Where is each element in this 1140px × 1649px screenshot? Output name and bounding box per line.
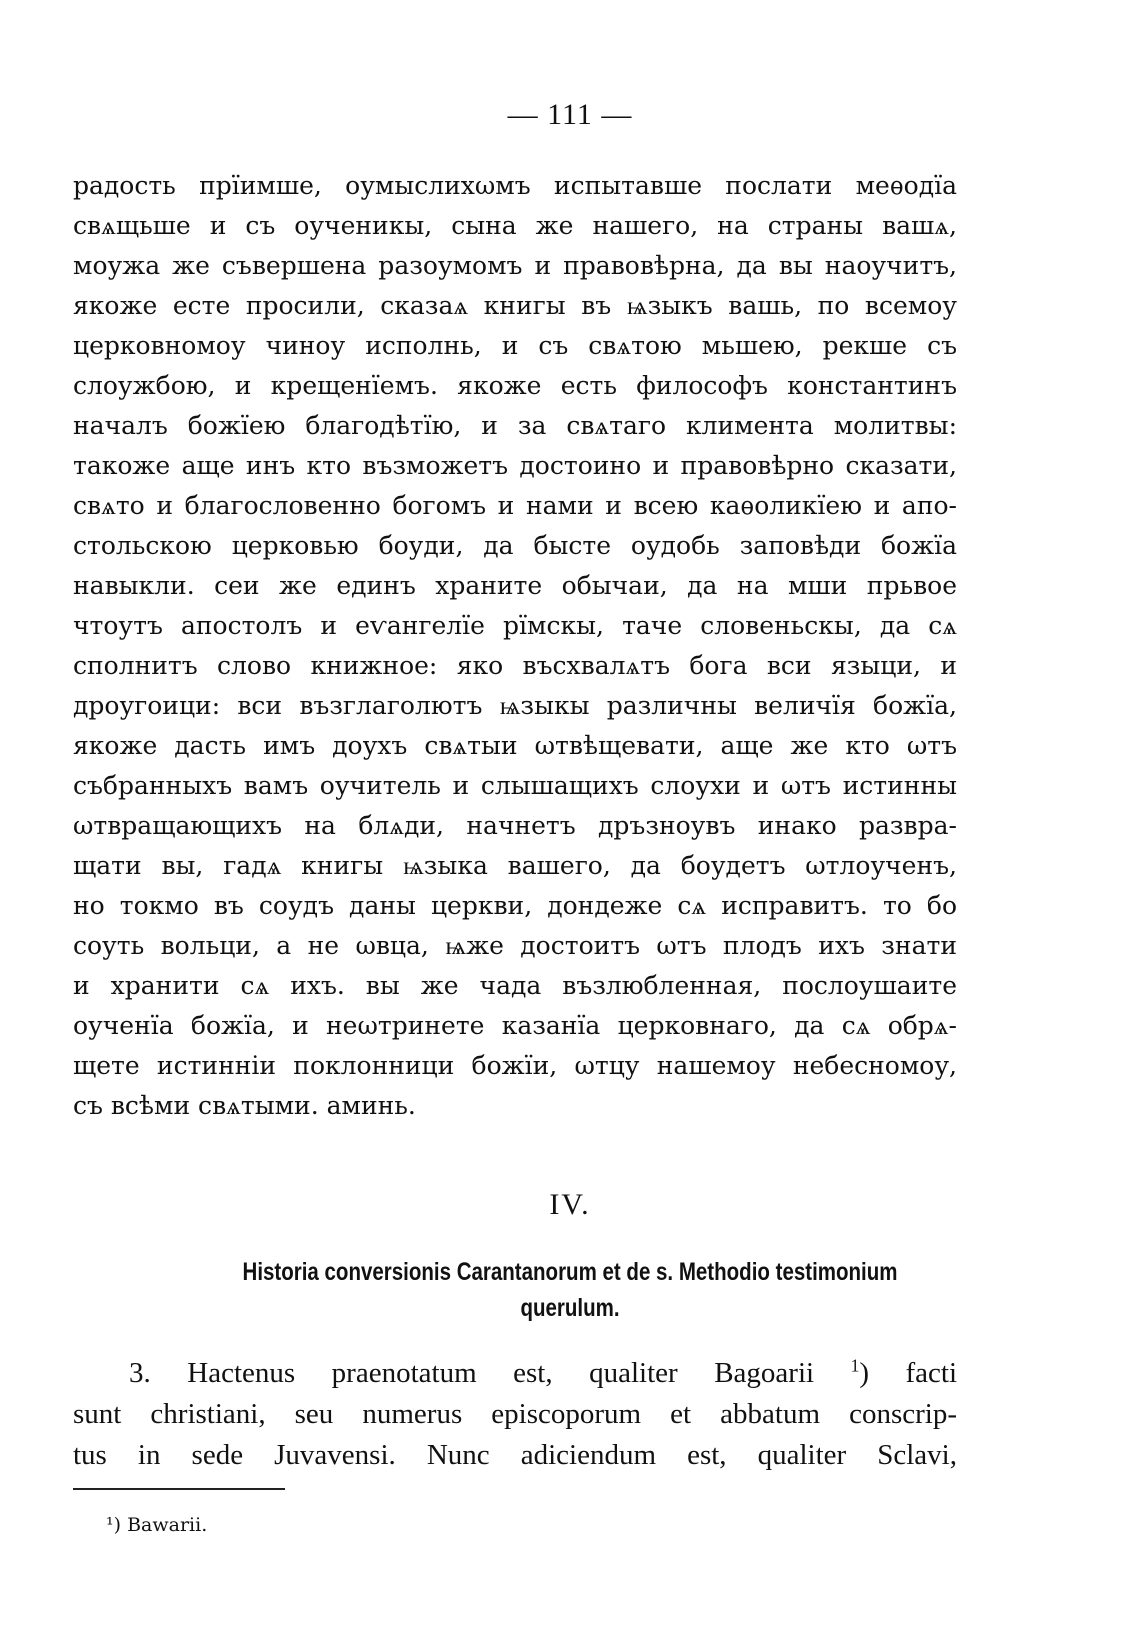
footnote-marker: ¹) — [106, 1514, 122, 1536]
text-line: моужа же съвершена разоумомъ и правовѣрна, да вы наоучитъ, — [73, 251, 957, 280]
text-line: събранныхъ вамъ оучитель и слышащихъ слоухи и ωтъ истинны — [73, 771, 957, 800]
section-title-line: querulum. — [520, 1294, 620, 1322]
text-line: радость прїимше, оумыслихωмъ испытавше послати меѳодїа — [73, 171, 957, 200]
text-line — [73, 1353, 957, 1394]
section-title-line: Historia conversionis Carantanorum et de s. Methodio testimonium — [242, 1258, 898, 1286]
footnote — [106, 1514, 207, 1536]
text-line: съ всѣми свѧтыми. аминь. — [73, 1091, 416, 1120]
text-line: щете истинніи поклонници божїи, ωтцу нашемоу небесномоу, — [73, 1051, 957, 1080]
latin-line-end: ) facti — [859, 1357, 958, 1389]
footnote-text: Bawarii. — [127, 1514, 208, 1536]
text-line: щати вы, гадѧ книгы ѩзыка вашего, да боудетъ ωтлоученъ, — [73, 851, 957, 880]
text-line: оученїа божїа, и неωтринете казанїа церковнаго, да сѧ обрѧ- — [73, 1011, 957, 1040]
text-line: дроугоици: вси възглаголютъ ѩзыкы различны величїя божїа, — [73, 691, 957, 720]
text-line: стольскою церковью боуди, да быстe оудобь заповѣди божїа — [73, 531, 957, 560]
text-line: навыкли. сеи же единъ храните обычаи, да на мши прьвое — [73, 571, 957, 600]
page-number: — 111 — — [507, 98, 633, 131]
section-numeral: IV. — [549, 1188, 591, 1221]
text-line: чтоутъ апостолъ и еѵангелїе рїмскы, таче словеньскы, да сѧ — [73, 611, 957, 640]
text-line: tus in sede Juvavensi. Nunc adiciendum est, qualiter Sclavi, — [73, 1439, 957, 1471]
latin-body-text — [73, 1353, 957, 1476]
text-line: но токмо въ соудъ даны церкви, дондеже сѧ исправитъ. то бо — [73, 891, 957, 920]
text-line: соуть вольци, а не ωвца, ѩже достоитъ ωтъ плодъ ихъ знати — [73, 931, 957, 960]
footnote-reference: 1 — [850, 1355, 860, 1376]
text-line: якоже дасть имъ доухъ свѧтыи ωтвѣщевати, аще же кто ωтъ — [73, 731, 957, 760]
text-line: свѧщьше и съ оученикы, сына же нашего, на страны вашѧ, — [73, 211, 957, 240]
text-line: сполнитъ слово книжное: яко въсхвалѧтъ бога вси языци, и — [73, 651, 957, 680]
text-line: ωтвращающихъ на блѧди, начнетъ дръзноувъ инако развра- — [73, 811, 957, 840]
section-title — [176, 1254, 963, 1326]
latin-line-start: 3. Hactenus praenotatum est, qualiter Bagoarii — [129, 1357, 815, 1389]
text-line: якоже есте просили, сказаѧ книгы въ ѩзыкъ вашь, по всемоу — [73, 291, 957, 320]
text-line: началъ божїею благодѣтїю, и за свѧтаго климента молитвы: — [73, 411, 957, 440]
text-line: такоже аще инъ кто възможетъ достоино и правовѣрно сказати, — [73, 451, 957, 480]
footnote-divider — [73, 1488, 285, 1490]
slavonic-body-text — [73, 166, 957, 1126]
text-line: свѧто и благословенно богомъ и нами и всею каѳоликїею и апо- — [73, 491, 957, 520]
text-line: церковномоу чиноу исполнь, и съ свѧтою мьшею, рекше съ — [73, 331, 957, 360]
text-line: слоужбою, и крещенїемъ. якоже есть философъ константинъ — [73, 371, 957, 400]
text-line: и хранити сѧ ихъ. вы же чада възлюбленная, послоушаите — [73, 971, 957, 1000]
text-line: sunt christiani, seu numerus episcoporum et abbatum conscrip- — [73, 1398, 957, 1430]
